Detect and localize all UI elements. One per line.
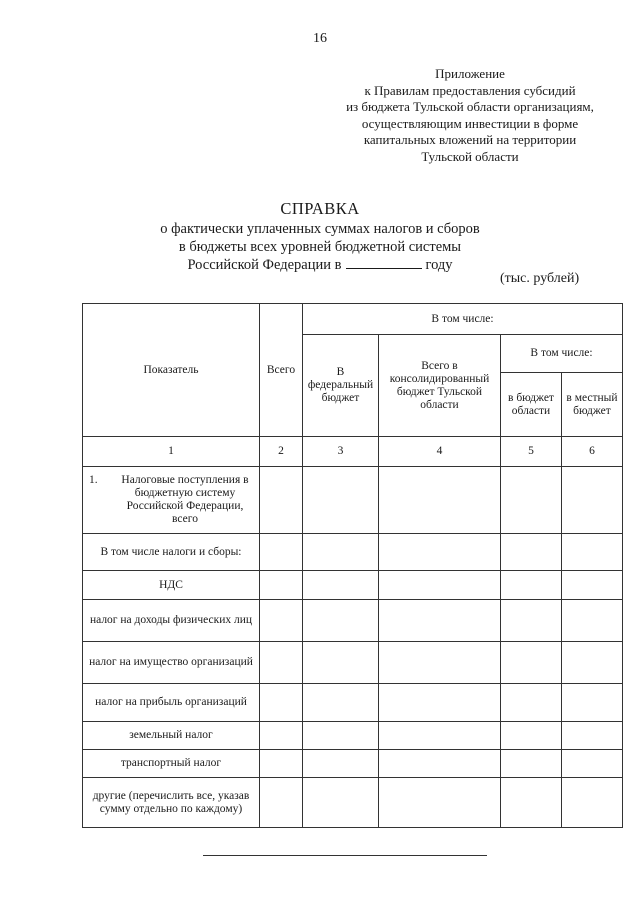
- column-number: 3: [303, 437, 379, 467]
- header-consolidated: Всего в консолидированный бюджет Тульской области: [379, 335, 501, 437]
- subtitle-line-1: о фактически уплаченных суммах налогов и сборов: [160, 221, 480, 237]
- value-cell[interactable]: [379, 722, 501, 750]
- column-number: 1: [83, 437, 260, 467]
- value-cell[interactable]: [501, 778, 562, 828]
- value-cell[interactable]: [562, 600, 623, 642]
- table-row: [83, 642, 623, 684]
- value-cell[interactable]: [501, 467, 562, 534]
- column-number-row: [83, 437, 623, 467]
- value-cell[interactable]: [562, 467, 623, 534]
- value-cell[interactable]: [501, 684, 562, 722]
- column-number: 5: [501, 437, 562, 467]
- value-cell[interactable]: [501, 642, 562, 684]
- table-row: [83, 571, 623, 600]
- value-cell[interactable]: [303, 684, 379, 722]
- value-cell[interactable]: [562, 642, 623, 684]
- value-cell[interactable]: [562, 722, 623, 750]
- row-label: транспортный налог: [83, 750, 260, 778]
- year-blank-field[interactable]: [346, 256, 422, 269]
- value-cell[interactable]: [562, 684, 623, 722]
- header-federal: В федеральный бюджет: [303, 335, 379, 437]
- header-including: В том числе:: [303, 304, 623, 335]
- value-cell[interactable]: [260, 642, 303, 684]
- table-row: [83, 600, 623, 642]
- subtitle-line-3-start: Российской Федерации в: [187, 257, 342, 273]
- document-title: СПРАВКА: [280, 199, 360, 218]
- tax-report-table: [82, 303, 623, 828]
- units-label: (тыс. рублей): [500, 271, 580, 286]
- appendix-line: капитальных вложений на территории: [363, 132, 577, 147]
- table-row: [83, 684, 623, 722]
- value-cell[interactable]: [379, 750, 501, 778]
- value-cell[interactable]: [260, 571, 303, 600]
- value-cell[interactable]: [260, 600, 303, 642]
- header-regional: в бюджет области: [501, 373, 562, 437]
- header-total: Всего: [260, 304, 303, 437]
- value-cell[interactable]: [260, 534, 303, 571]
- value-cell[interactable]: [501, 571, 562, 600]
- row-label: В том числе налоги и сборы:: [83, 534, 260, 571]
- header-local: в местный бюджет: [562, 373, 623, 437]
- value-cell[interactable]: [303, 750, 379, 778]
- appendix-line: Приложение: [435, 66, 505, 81]
- value-cell[interactable]: [379, 571, 501, 600]
- value-cell[interactable]: [501, 600, 562, 642]
- appendix-line: к Правилам предоставления субсидий: [364, 82, 576, 98]
- value-cell[interactable]: [379, 642, 501, 684]
- row-label-text: Налоговые поступления в бюджетную систему Российской Федерации, всего: [121, 474, 249, 525]
- footer-divider: [203, 855, 487, 856]
- header-row-1: [83, 304, 623, 335]
- appendix-line: из бюджета Тульской области организациям,: [346, 99, 594, 114]
- header-indicator: Показатель: [83, 304, 260, 437]
- value-cell[interactable]: [303, 600, 379, 642]
- subtitle-line-2: в бюджеты всех уровней бюджетной системы: [178, 239, 462, 255]
- value-cell[interactable]: [379, 534, 501, 571]
- subtitle-line-3-end: году: [425, 257, 453, 273]
- value-cell[interactable]: [501, 534, 562, 571]
- row-number: 1.: [89, 474, 98, 486]
- value-cell[interactable]: [260, 684, 303, 722]
- value-cell[interactable]: [260, 467, 303, 534]
- table-row: [83, 778, 623, 828]
- value-cell[interactable]: [260, 750, 303, 778]
- table-row: [83, 467, 623, 534]
- row-label: налог на доходы физических лиц: [83, 600, 260, 642]
- value-cell[interactable]: [501, 722, 562, 750]
- page-number: 16: [313, 31, 327, 46]
- table-row: [83, 534, 623, 571]
- value-cell[interactable]: [562, 750, 623, 778]
- column-number: 2: [260, 437, 303, 467]
- table-row: [83, 722, 623, 750]
- value-cell[interactable]: [562, 571, 623, 600]
- value-cell[interactable]: [379, 684, 501, 722]
- value-cell[interactable]: [303, 722, 379, 750]
- value-cell[interactable]: [260, 722, 303, 750]
- row-label: налог на имущество организаций: [83, 642, 260, 684]
- value-cell[interactable]: [562, 534, 623, 571]
- value-cell[interactable]: [260, 778, 303, 828]
- value-cell[interactable]: [379, 600, 501, 642]
- table-row: [83, 750, 623, 778]
- value-cell[interactable]: [379, 778, 501, 828]
- value-cell[interactable]: [501, 750, 562, 778]
- column-number: 6: [562, 437, 623, 467]
- value-cell[interactable]: [562, 778, 623, 828]
- row-label: НДС: [83, 571, 260, 600]
- appendix-line: Тульской области: [421, 148, 519, 164]
- row-label: другие (перечислить все, указав сумму отдельно по каждому): [83, 778, 260, 828]
- row-label: налог на прибыль организаций: [83, 684, 260, 722]
- appendix-line: осуществляющим инвестиции в форме: [361, 115, 579, 131]
- document-subtitle: [0, 220, 640, 274]
- appendix-block: [325, 66, 615, 165]
- value-cell[interactable]: [303, 778, 379, 828]
- row-label: земельный налог: [83, 722, 260, 750]
- value-cell[interactable]: [303, 534, 379, 571]
- value-cell[interactable]: [303, 467, 379, 534]
- row-label: [83, 467, 260, 534]
- column-number: 4: [379, 437, 501, 467]
- value-cell[interactable]: [303, 571, 379, 600]
- value-cell[interactable]: [379, 467, 501, 534]
- value-cell[interactable]: [303, 642, 379, 684]
- header-including-sub: В том числе:: [501, 335, 623, 373]
